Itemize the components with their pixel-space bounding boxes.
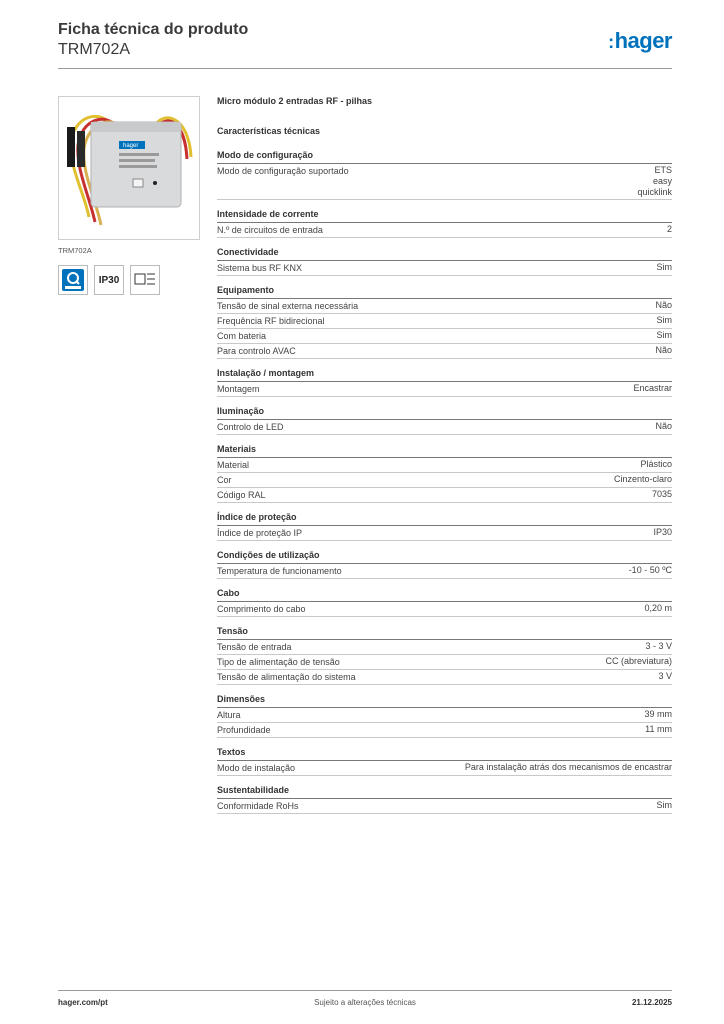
spec-label: Conformidade RoHs: [217, 801, 299, 811]
spec-label: Modo de instalação: [217, 763, 296, 773]
spec-value: [644, 709, 672, 721]
spec-value: [657, 315, 673, 327]
spec-row: [217, 382, 672, 397]
spec-value-line: Não: [655, 421, 672, 431]
section-heading: Materiais: [217, 443, 672, 458]
section-heading: Textos: [217, 746, 672, 761]
spec-label: N.º de circuitos de entrada: [217, 225, 323, 235]
spec-label: Para controlo AVAC: [217, 346, 296, 356]
spec-section: [217, 587, 672, 617]
spec-value-line: -10 - 50 ºC: [628, 565, 672, 575]
characteristics-heading: Características técnicas: [217, 126, 321, 136]
spec-section: [217, 746, 672, 776]
section-heading: Intensidade de corrente: [217, 208, 672, 223]
spec-row: [217, 799, 672, 814]
spec-row: [217, 670, 672, 685]
spec-row: [217, 655, 672, 670]
spec-label: Altura: [217, 710, 241, 720]
spec-value-line: 7035: [651, 489, 672, 499]
spec-label: Tipo de alimentação de tensão: [217, 657, 340, 667]
spec-row: [217, 473, 672, 488]
spec-label: Cor: [217, 475, 232, 485]
spec-section: [217, 208, 672, 238]
spec-section: [217, 549, 672, 579]
certification-badges: [58, 265, 200, 295]
section-heading: Condições de utilização: [217, 549, 672, 564]
spec-section: [217, 625, 672, 685]
spec-value: [657, 330, 673, 342]
spec-value-line: Não: [655, 345, 672, 355]
spec-label: Profundidade: [217, 725, 271, 735]
section-heading: Equipamento: [217, 284, 672, 299]
spec-label: Temperatura de funcionamento: [217, 566, 342, 576]
section-heading: Modo de configuração: [217, 149, 672, 164]
footer-website-link[interactable]: hager.com/pt: [58, 998, 108, 1007]
hager-logo[interactable]: :hager: [608, 28, 672, 53]
spec-value: [605, 656, 672, 668]
footer-divider: [58, 990, 672, 991]
spec-value-line: CC (abreviatura): [605, 656, 672, 666]
spec-row: [217, 344, 672, 359]
spec-value-line: Sim: [656, 315, 672, 325]
spec-value: [667, 224, 672, 236]
spec-value: [658, 671, 672, 683]
spec-value: [614, 474, 672, 486]
image-caption: TRM702A: [58, 246, 92, 255]
product-photo: [58, 96, 200, 240]
spec-row: [217, 723, 672, 738]
spec-label: Índice de proteção IP: [217, 528, 303, 538]
spec-value: [655, 345, 672, 357]
spec-section: [217, 511, 672, 541]
spec-value: [637, 165, 672, 198]
spec-value: [633, 383, 672, 395]
spec-label: Código RAL: [217, 490, 266, 500]
spec-value-line: quicklink: [637, 187, 672, 197]
spec-row: [217, 314, 672, 329]
spec-section: [217, 443, 672, 503]
spec-value: [629, 565, 672, 577]
quicklink-icon: [61, 268, 85, 292]
spec-value: [653, 527, 672, 539]
spec-value: [644, 603, 672, 615]
section-heading: Cabo: [217, 587, 672, 602]
spec-value-line: Sim: [656, 330, 672, 340]
spec-row: [217, 420, 672, 435]
spec-section: [217, 405, 672, 435]
spec-section: [217, 149, 672, 200]
spec-section: [217, 246, 672, 276]
flush-mount-badge: [130, 265, 160, 295]
spec-value: [645, 641, 672, 653]
section-heading: Iluminação: [217, 405, 672, 420]
spec-label: Modo de configuração suportado: [217, 166, 349, 176]
spec-value-line: Sim: [656, 262, 672, 272]
spec-value-line: 3 - 3 V: [645, 641, 672, 651]
svg-text:hager: hager: [123, 143, 139, 149]
header-divider: [58, 68, 672, 69]
spec-value-line: 2: [666, 224, 672, 234]
spec-row: [217, 761, 672, 776]
spec-label: Tensão de sinal externa necessária: [217, 301, 359, 311]
spec-value-line: IP30: [653, 527, 672, 537]
footer-disclaimer: Sujeito a alterações técnicas: [314, 998, 416, 1007]
section-heading: Conectividade: [217, 246, 672, 261]
spec-label: Montagem: [217, 384, 260, 394]
page-header: [58, 20, 672, 60]
spec-value-line: 11 mm: [645, 724, 672, 734]
section-heading: Índice de proteção: [217, 511, 672, 526]
spec-sections: [217, 149, 672, 814]
ip30-badge: IP30: [94, 265, 124, 295]
spec-row: [217, 488, 672, 503]
spec-value-line: Não: [655, 300, 672, 310]
spec-value: [657, 262, 673, 274]
spec-value-line: 39 mm: [644, 709, 672, 719]
spec-row: [217, 261, 672, 276]
spec-row: [217, 458, 672, 473]
product-reference: TRM702A: [58, 41, 131, 58]
spec-row: [217, 564, 672, 579]
spec-label: Sistema bus RF KNX: [217, 263, 303, 273]
spec-row: [217, 329, 672, 344]
spec-section: [217, 693, 672, 738]
spec-row: [217, 526, 672, 541]
spec-row: [217, 602, 672, 617]
section-heading: Instalação / montagem: [217, 367, 672, 382]
section-heading: Dimensões: [217, 693, 672, 708]
logo-text: hager: [614, 28, 672, 53]
spec-column: [217, 95, 672, 822]
spec-value: [655, 421, 672, 433]
spec-value-line: Sim: [656, 800, 672, 810]
page-title: Ficha técnica do produto: [58, 21, 249, 38]
spec-label: Tensão de entrada: [217, 642, 292, 652]
spec-value: [655, 300, 672, 312]
flush-mount-icon: [133, 271, 157, 289]
spec-value-line: Encastrar: [633, 383, 672, 393]
spec-value-line: easy: [652, 176, 672, 186]
spec-value: [657, 800, 673, 812]
spec-value: [645, 724, 672, 736]
spec-value-line: Cinzento-claro: [613, 474, 672, 484]
spec-section: [217, 784, 672, 814]
spec-value: [465, 762, 672, 774]
spec-value-line: Para instalação atrás dos mecanismos de encastrar: [464, 762, 672, 772]
spec-value-line: 0,20 m: [644, 603, 672, 613]
spec-row: [217, 223, 672, 238]
spec-row: [217, 708, 672, 723]
spec-row: [217, 299, 672, 314]
spec-value-line: 3 V: [658, 671, 672, 681]
footer-date: 21.12.2025: [631, 998, 672, 1007]
spec-label: Com bateria: [217, 331, 267, 341]
section-heading: Sustentabilidade: [217, 784, 672, 799]
spec-value: [652, 489, 672, 501]
spec-value-line: ETS: [654, 165, 672, 175]
spec-label: Material: [217, 460, 250, 470]
section-heading: Tensão: [217, 625, 672, 640]
spec-section: [217, 367, 672, 397]
spec-label: Frequência RF bidirecional: [217, 316, 325, 326]
quicklink-badge: [58, 265, 88, 295]
product-name: Micro módulo 2 entradas RF - pilhas: [217, 96, 373, 106]
spec-row: [217, 640, 672, 655]
spec-label: Tensão de alimentação do sistema: [217, 672, 356, 682]
product-image-column: [58, 96, 200, 295]
spec-label: Comprimento do cabo: [217, 604, 306, 614]
product-photo-icon: [59, 97, 199, 239]
spec-value-line: Plástico: [640, 459, 672, 469]
spec-section: [217, 284, 672, 359]
spec-value: [640, 459, 672, 471]
spec-row: [217, 164, 672, 200]
spec-label: Controlo de LED: [217, 422, 284, 432]
